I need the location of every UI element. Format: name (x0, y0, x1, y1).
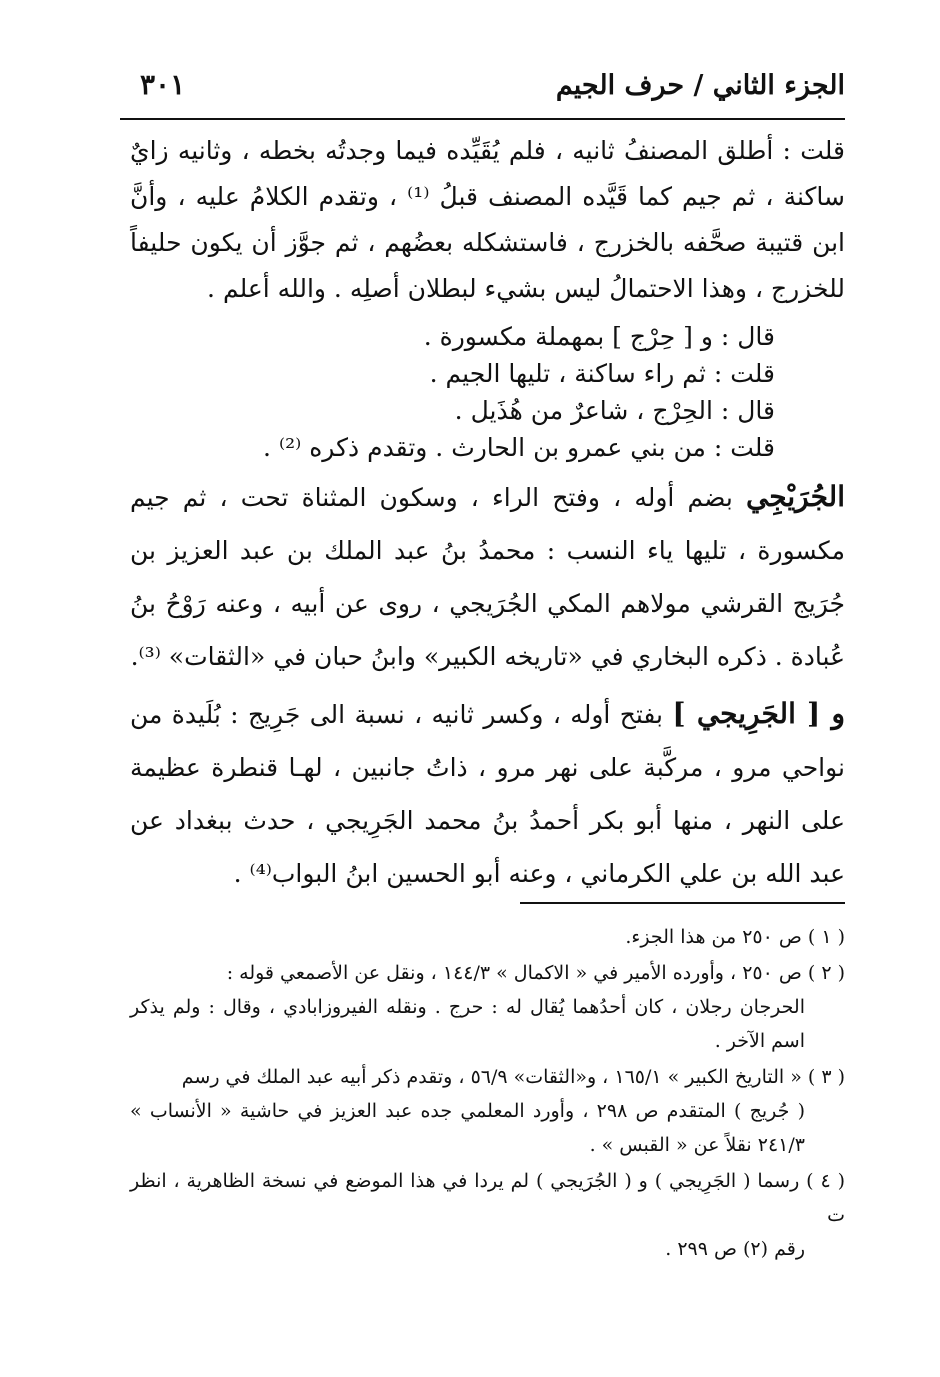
paragraph-intro: قلت : أطلق المصنفُ ثانيه ، فلم يُقَيِّده فيما وجدتُه بخطه ، وثانيه زايٌ ساكنة ، ثم جيم كما قَيَّده المصنف قبلُ ⁽¹⁾ ، وتقدم الكلامُ عليه ، وأنَّ ابن قتيبة صحَّفه بالخزرج ، فاستشكله بعضُهم ، ثم جوَّز أن يكون حليفاً للخزرج ، وهذا الاحتمالُ ليس بشيء لبطلان أصلِه . والله أعلم . (130, 136, 845, 303)
qa-line: قلت : من بني عمرو بن الحارث . وتقدم ذكره ⁽²⁾ . (263, 433, 775, 462)
footnotes (130, 920, 845, 1268)
page-header (120, 64, 845, 114)
entry-text: بضم أوله ، وفتح الراء ، وسكون المثناة تحت ، ثم جيم مكسورة ، تليها ياء النسب : محمدُ بنُ عبد الملك بن عبد العزيز بن جُرَيج القرشي مولاهم المكي الجُرَيجي ، روى عن أبيه ، وعنه رَوْحُ بنُ عُبادة . ذكره البخاري في «تاريخه الكبير» وابنُ حبان في «الثقات» ⁽³⁾. (130, 483, 845, 671)
main-text (130, 128, 845, 900)
footnote (130, 920, 845, 954)
footnote-text: ( ٤ ) رسما ( الجَرِيجي ) و ( الجُرَيجي ) لم يردا في هذا الموضع في نسخة الظاهرية ، انظر ت (130, 1170, 845, 1226)
footnote-text: ( ٢ ) ص ٢٥٠ ، وأورده الأمير في « الاكمال » ١٤٤/٣ ، ونقل عن الأصمعي قوله : (226, 962, 845, 984)
qa-block (130, 318, 845, 466)
entry-text: بفتح أوله ، وكسر ثانيه ، نسبة الى جَرِيج : بُلَيدة من نواحي مرو ، مركَّبة على نهر مرو ، ذاتُ جانبين ، لهـا قنطرة عظيمة على النهر ، منها أبو بكر أحمدُ بنُ محمد الجَرِيجي ، حدث ببغداد عن عبد الله بن علي الكرماني ، وعنه أبو الحسين ابنُ البواب⁽⁴⁾ . (130, 700, 845, 888)
footnote-continuation: ( جُريج ) المتقدم ص ٢٩٨ ، وأورد المعلمي جده عبد العزيز في حاشية « الأنساب » ٢٤١/٣ نقلاً عن « القبس » . (130, 1100, 805, 1156)
qa-line: قال : و [ حِرْج ] بمهملة مكسورة . (423, 322, 775, 351)
footnote-continuation: رقم (٢) ص ٢٩٩ . (665, 1238, 805, 1260)
running-head: الجزء الثاني / حرف الجيم (555, 70, 845, 101)
footnote (130, 956, 845, 1058)
header-rule (120, 118, 845, 120)
footnote-rule (520, 902, 845, 904)
entry-jariji (130, 687, 845, 900)
entry-headword: و [ الجَرِيجي ] (672, 697, 845, 730)
footnote-text: ( ٣ ) « التاريخ الكبير » ١٦٥/١ ، و«الثقات» ٥٦/٩ ، وتقدم ذكر أبيه عبد الملك في رسم (181, 1066, 845, 1088)
entry-jurayji (130, 470, 845, 683)
qa-line: قلت : ثم راء ساكنة ، تليها الجيم . (429, 359, 775, 388)
page-number: ٣٠١ (140, 68, 186, 101)
footnote-text: ( ١ ) ص ٢٥٠ من هذا الجزء. (625, 926, 845, 948)
qa-line: قال : الحِرْج ، شاعرٌ من هُذَيل . (454, 396, 775, 425)
footnote-continuation: الحرجان رجلان ، كان أحدُهما يُقال له : حرج . ونقله الفيروزابادي ، وقال : ولم يذكر اسم الآخر . (130, 996, 805, 1052)
entry-headword: الجُرَيْجِي (745, 480, 845, 513)
footnote (130, 1164, 845, 1266)
footnote (130, 1060, 845, 1162)
